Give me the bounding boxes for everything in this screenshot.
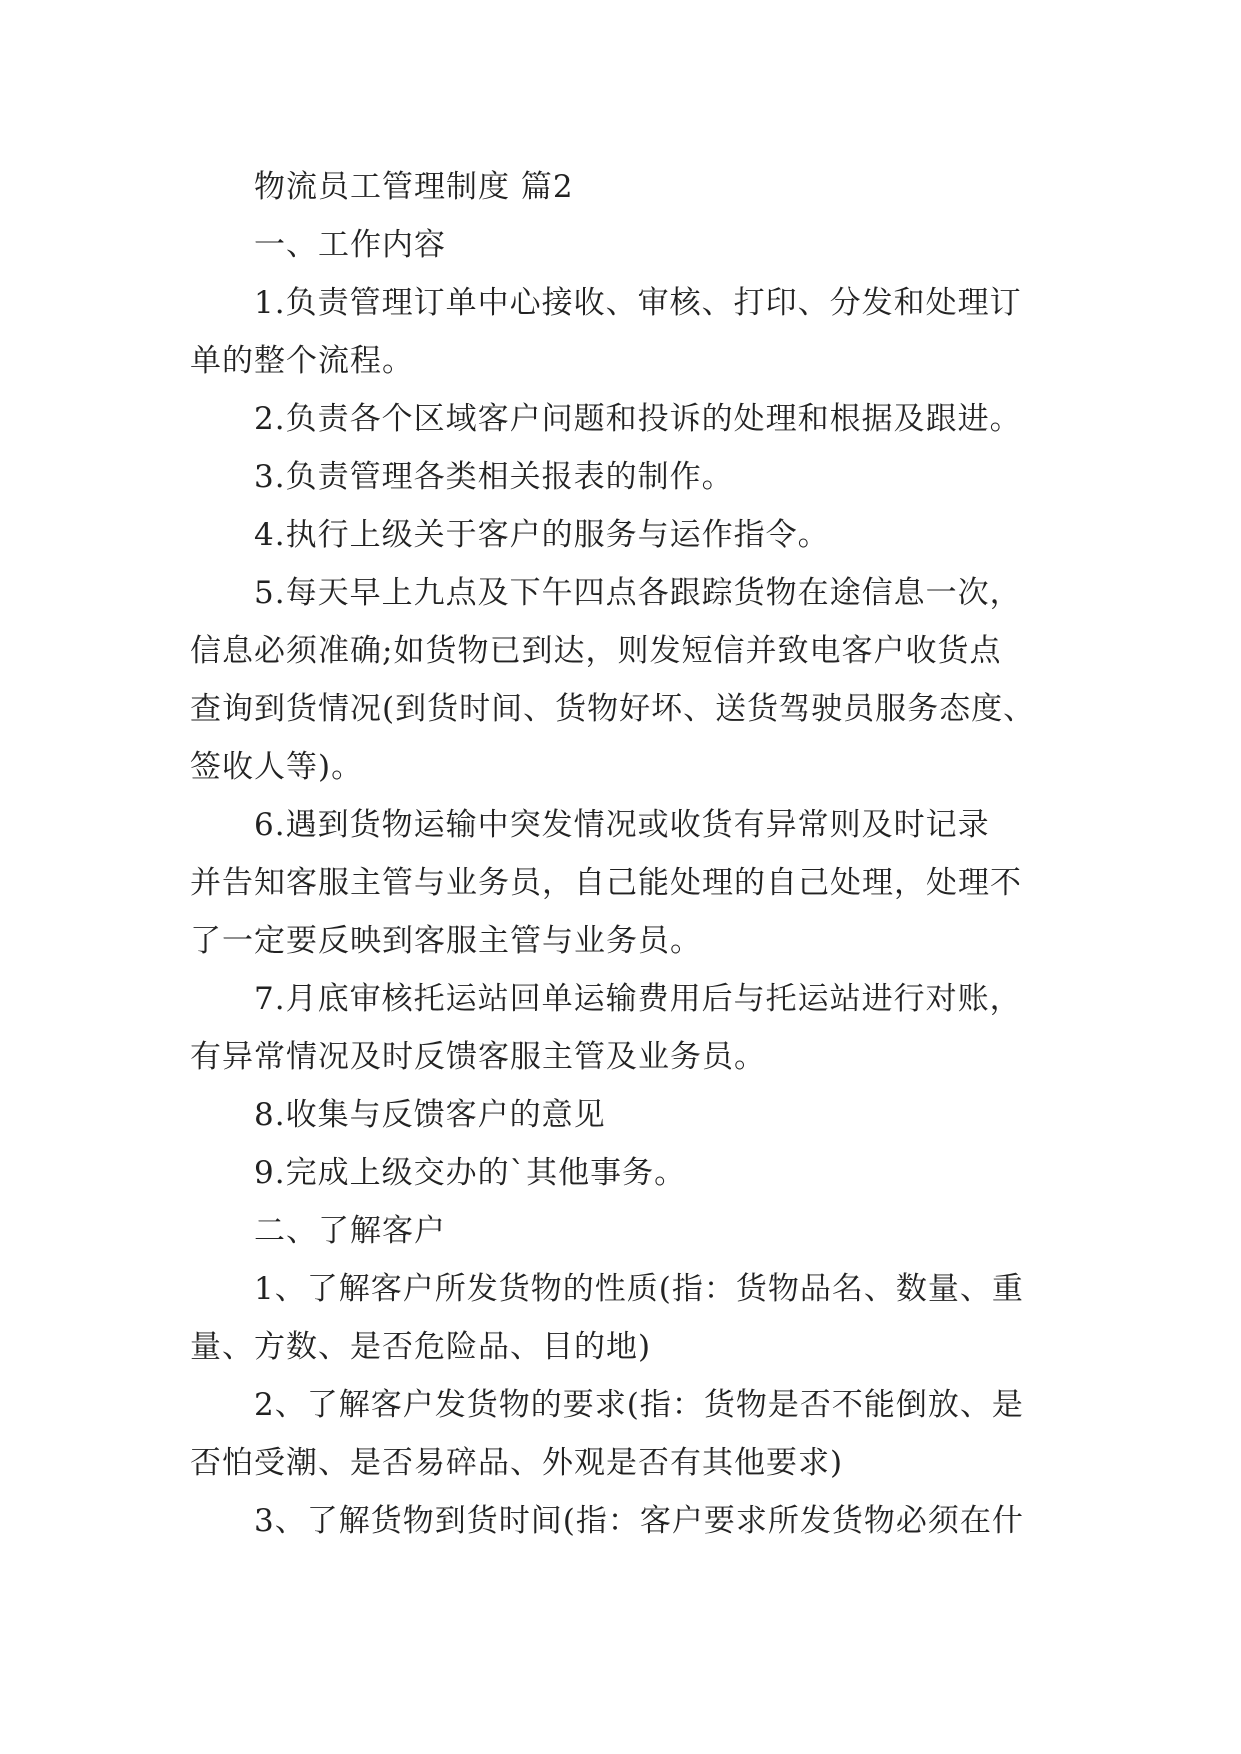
section-heading-work-content: 一、工作内容	[254, 227, 446, 263]
paragraph-line: 否怕受潮、是否易碎品、外观是否有其他要求)	[190, 1445, 844, 1481]
paragraph-line: 2.负责各个区域客户问题和投诉的处理和根据及跟进。	[254, 401, 1022, 437]
paragraph-line: 2、了解客户发货物的要求(指：货物是否不能倒放、是	[254, 1387, 1024, 1423]
paragraph-line: 3、了解货物到货时间(指：客户要求所发货物必须在什	[254, 1503, 1024, 1539]
paragraph-line: 6.遇到货物运输中突发情况或收货有异常则及时记录	[254, 807, 990, 843]
paragraph-line: 5.每天早上九点及下午四点各跟踪货物在途信息一次，	[254, 575, 1022, 611]
section-heading-know-customer: 二、了解客户	[254, 1213, 446, 1249]
paragraph-line: 量、方数、是否危险品、目的地)	[190, 1329, 652, 1365]
paragraph-line: 4.执行上级关于客户的服务与运作指令。	[254, 517, 830, 553]
paragraph-line: 并告知客服主管与业务员，自己能处理的自己处理，处理不	[190, 865, 1022, 901]
paragraph-line: 了一定要反映到客服主管与业务员。	[190, 923, 702, 959]
paragraph-line: 3.负责管理各类相关报表的制作。	[254, 459, 734, 495]
paragraph-line: 信息必须准确;如货物已到达，则发短信并致电客户收货点	[190, 633, 1002, 669]
document-title: 物流员工管理制度 篇2	[254, 169, 574, 205]
paragraph-line: 8.收集与反馈客户的意见	[254, 1097, 606, 1133]
paragraph-line: 1.负责管理订单中心接收、审核、打印、分发和处理订	[254, 285, 1022, 321]
paragraph-line: 签收人等)。	[190, 749, 364, 785]
paragraph-line: 有异常情况及时反馈客服主管及业务员。	[190, 1039, 766, 1075]
paragraph-line: 9.完成上级交办的`其他事务。	[254, 1155, 687, 1191]
paragraph-line: 1、了解客户所发货物的性质(指：货物品名、数量、重	[254, 1271, 1024, 1307]
paragraph-line: 查询到货情况(到货时间、货物好坏、送货驾驶员服务态度、	[190, 691, 1036, 727]
paragraph-line: 单的整个流程。	[190, 343, 414, 379]
paragraph-line: 7.月底审核托运站回单运输费用后与托运站进行对账，	[254, 981, 1022, 1017]
